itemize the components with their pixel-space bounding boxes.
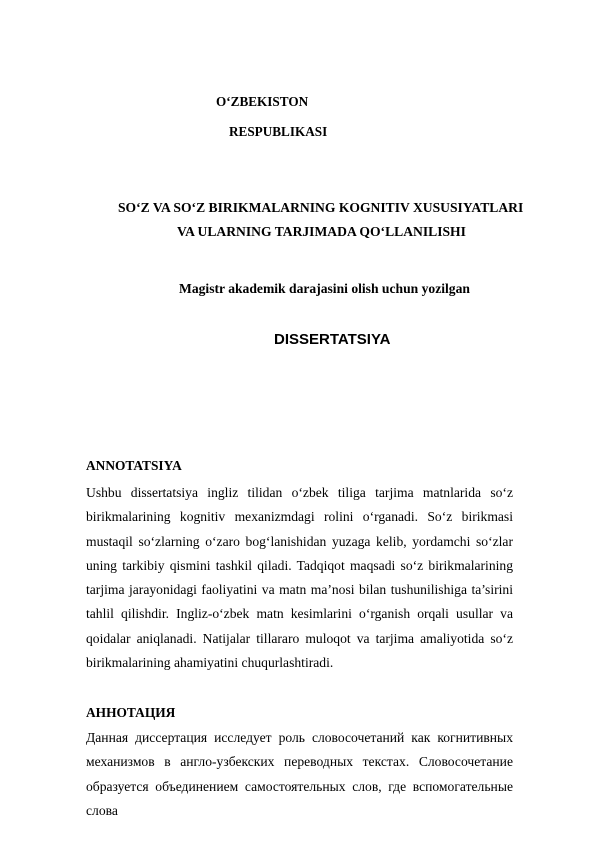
header-republic: RESPUBLIKASI bbox=[229, 124, 328, 139]
subtitle: Magistr akademik darajasini olish uchun yozilgan bbox=[179, 281, 470, 296]
annotation-ru-heading: АННОТАЦИЯ bbox=[86, 705, 176, 720]
document-type: DISSERTATSIYA bbox=[274, 331, 391, 348]
header-country: O‘ZBEKISTON bbox=[216, 94, 309, 109]
title-line-2: VA ULARNING TARJIMADA QO‘LLANILISHI bbox=[177, 224, 466, 239]
annotation-uz-heading: ANNOTATSIYA bbox=[86, 458, 182, 473]
title-line-1: SO‘Z VA SO‘Z BIRIKMALARNING KOGNITIV XUSUSIYATLARI bbox=[118, 200, 524, 215]
annotation-ru-text: Данная диссертация исследует роль словосочетаний как когнитивных механизмов в англо-узбекских переводных текстах. Словосочетание образуется объединением самостоятельных слов, где вспомогательные слова bbox=[86, 730, 513, 818]
annotation-uz-text: Ushbu dissertatsiya ingliz tilidan o‘zbek tiliga tarjima matnlarida so‘z birikmalarining kognitiv mexanizmdagi rolini o‘rganadi. So‘z birikmasi mustaqil so‘zlarning o‘zaro bog‘lanishidan yuzaga kelib, yordamchi so‘zlar uning tarkibiy qismini tashkil qiladi. Tadqiqot maqsadi so‘z birikmalarining tarjima jarayonidagi faoliyatini va matn ma’nosi bilan tushunilishiga ta’sirini tahlil qilishdir. Ingliz-o‘zbek matn kesimlarini o‘rganish orqali usullar va qoidalar aniqlanadi. Natijalar tillararo muloqot va tarjima amaliyotida so‘z birikmalarining ahamiyatini chuqurlashtiradi. bbox=[86, 485, 513, 671]
